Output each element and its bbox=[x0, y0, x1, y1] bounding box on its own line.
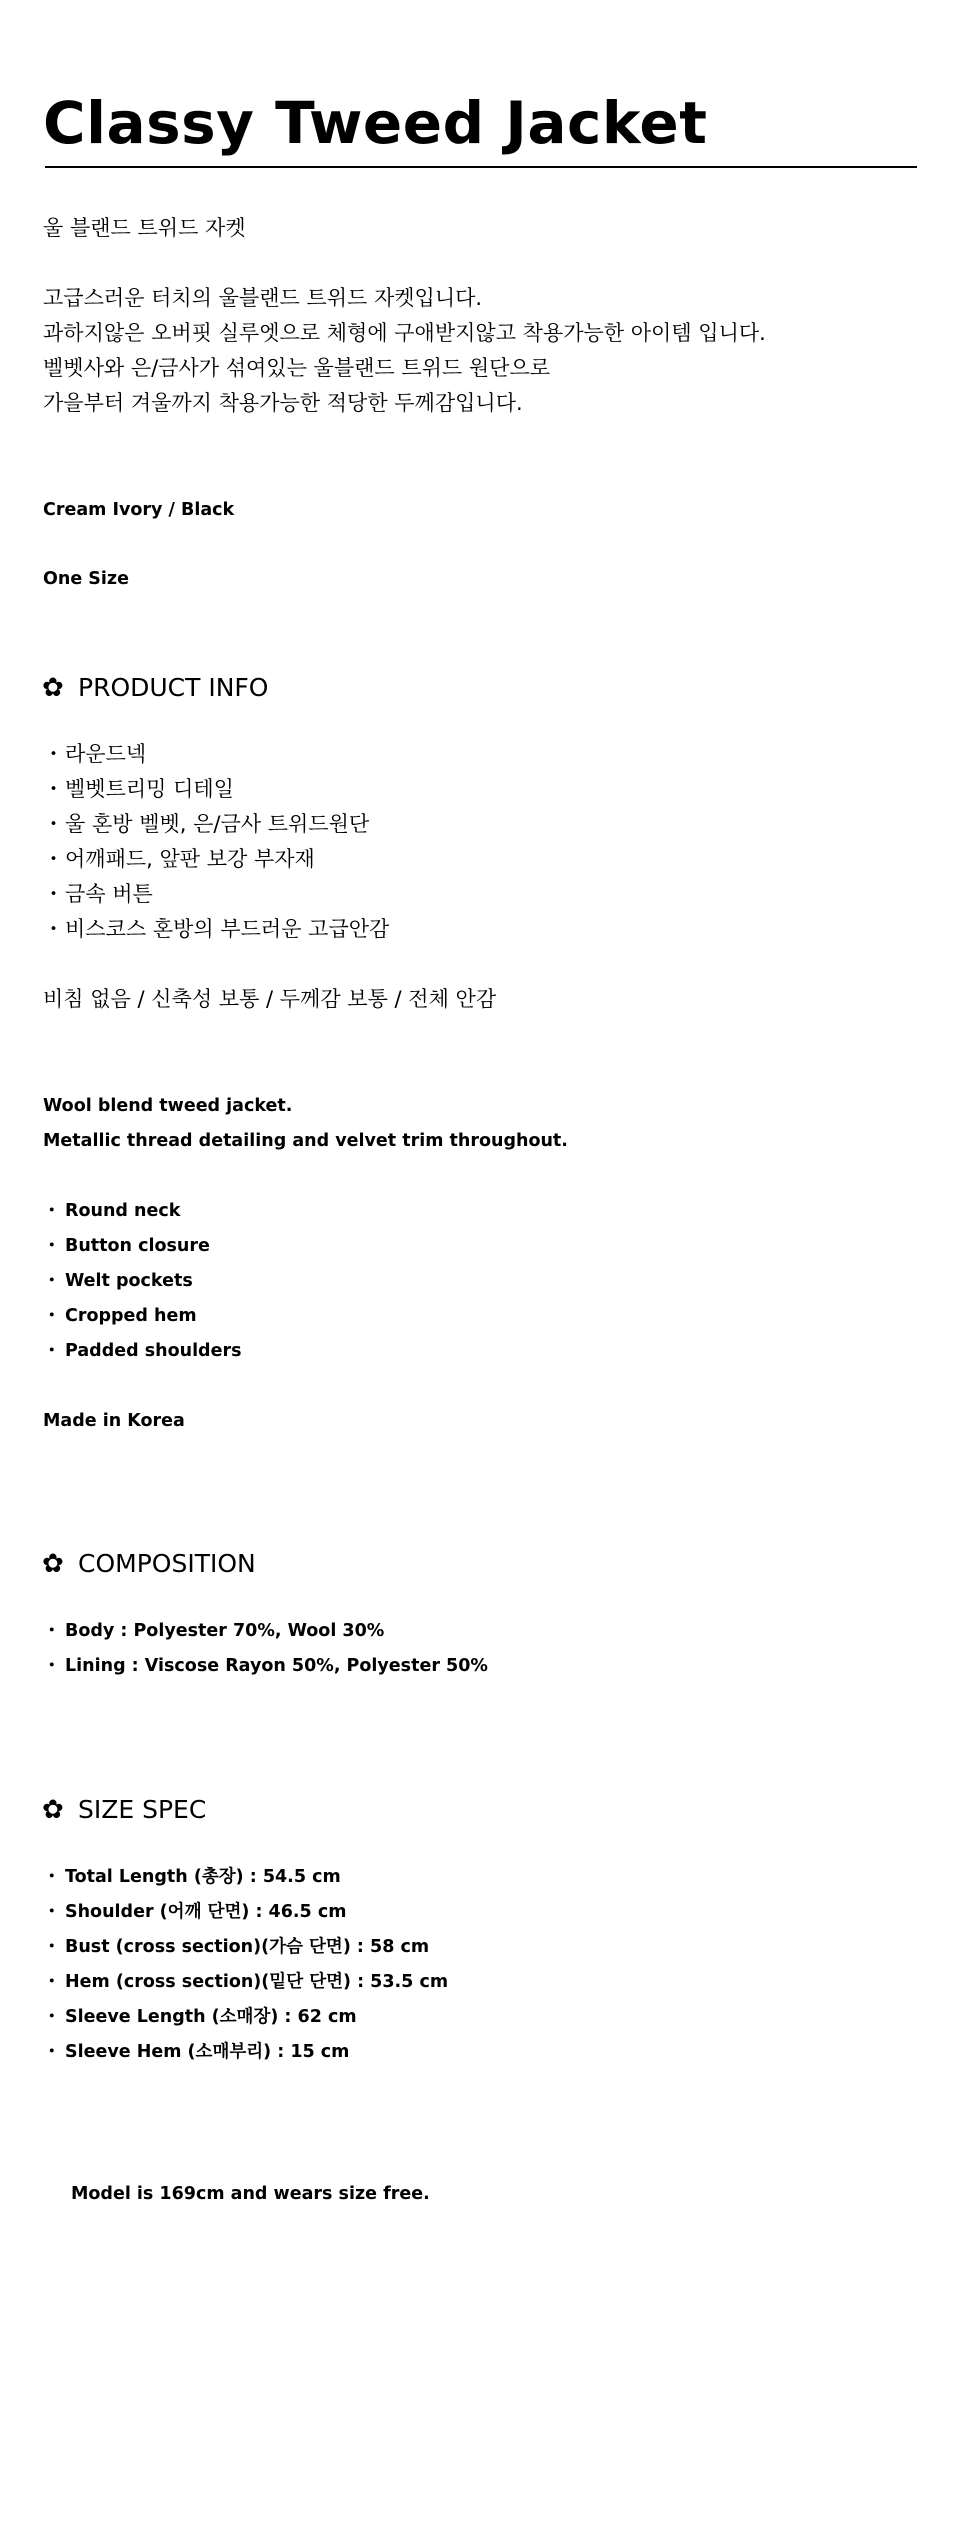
product-info-ko-list bbox=[43, 737, 389, 947]
color-options: Cream Ivory / Black bbox=[43, 500, 235, 520]
features-summary: 비침 없음 / 신축성 보통 / 두께감 보통 / 전체 안감 bbox=[43, 987, 497, 1011]
bullet: ・ bbox=[43, 1271, 61, 1291]
product-info-en-list bbox=[43, 1194, 242, 1369]
bullet: ・ bbox=[43, 742, 64, 766]
flower-icon: ✿ bbox=[42, 1795, 64, 1825]
korean-description bbox=[43, 281, 766, 421]
origin-label: Made in Korea bbox=[43, 1411, 185, 1431]
description-line: 과하지않은 오버핏 실루엣으로 체형에 구애받지않고 착용가능한 아이템 입니다. bbox=[43, 321, 766, 345]
list-item: ・ Sleeve Length (소매장) : 62 cm bbox=[43, 2000, 448, 2035]
bullet: ・ bbox=[43, 917, 64, 941]
title-underline bbox=[45, 166, 917, 168]
bullet: ・ bbox=[43, 847, 64, 871]
list-item: ・비스코스 혼방의 부드러운 고급안감 bbox=[43, 912, 389, 947]
korean-product-name: 울 블랜드 트위드 자켓 bbox=[43, 216, 246, 240]
list-item: ・ Welt pockets bbox=[43, 1264, 242, 1299]
list-item: ・ Body : Polyester 70%, Wool 30% bbox=[43, 1614, 488, 1649]
list-item: ・ Button closure bbox=[43, 1229, 242, 1264]
english-description bbox=[43, 1089, 568, 1159]
product-info-heading bbox=[42, 670, 268, 706]
list-item: ・ Padded shoulders bbox=[43, 1334, 242, 1369]
composition-heading bbox=[42, 1546, 256, 1582]
bullet: ・ bbox=[43, 1341, 61, 1361]
size-spec-heading-label: SIZE SPEC bbox=[78, 1795, 207, 1824]
bullet: ・ bbox=[43, 882, 64, 906]
list-item: ・금속 버튼 bbox=[43, 877, 389, 912]
flower-icon: ✿ bbox=[42, 1549, 64, 1579]
list-item: ・ Bust (cross section)(가슴 단면) : 58 cm bbox=[43, 1930, 448, 1965]
list-item: ・ Cropped hem bbox=[43, 1299, 242, 1334]
description-line: 벨벳사와 은/금사가 섞여있는 울블랜드 트위드 원단으로 bbox=[43, 356, 551, 380]
bullet: ・ bbox=[43, 1902, 61, 1922]
product-info-heading-label: PRODUCT INFO bbox=[78, 673, 269, 702]
composition-list bbox=[43, 1614, 488, 1684]
bullet: ・ bbox=[43, 812, 64, 836]
bullet: ・ bbox=[43, 1867, 61, 1887]
list-item: ・어깨패드, 앞판 보강 부자재 bbox=[43, 842, 389, 877]
bullet: ・ bbox=[43, 2007, 61, 2027]
bullet: ・ bbox=[43, 1972, 61, 1992]
size-option: One Size bbox=[43, 569, 129, 589]
bullet: ・ bbox=[43, 777, 64, 801]
bullet: ・ bbox=[43, 2042, 61, 2062]
description-line: Metallic thread detailing and velvet trim throughout. bbox=[43, 1131, 568, 1151]
size-spec-list bbox=[43, 1860, 448, 2070]
list-item: ・ Sleeve Hem (소매부리) : 15 cm bbox=[43, 2035, 448, 2070]
product-title: Classy Tweed Jacket bbox=[43, 89, 708, 157]
list-item: ・ Total Length (총장) : 54.5 cm bbox=[43, 1860, 448, 1895]
composition-heading-label: COMPOSITION bbox=[78, 1549, 256, 1578]
list-item: ・ Shoulder (어깨 단면) : 46.5 cm bbox=[43, 1895, 448, 1930]
list-item: ・벨벳트리밍 디테일 bbox=[43, 772, 389, 807]
flower-icon: ✿ bbox=[42, 673, 64, 703]
list-item: ・라운드넥 bbox=[43, 737, 389, 772]
description-line: Wool blend tweed jacket. bbox=[43, 1096, 293, 1116]
list-item: ・울 혼방 벨벳, 은/금사 트위드원단 bbox=[43, 807, 389, 842]
bullet: ・ bbox=[43, 1937, 61, 1957]
description-line: 고급스러운 터치의 울블랜드 트위드 자켓입니다. bbox=[43, 286, 483, 310]
bullet: ・ bbox=[43, 1306, 61, 1326]
description-line: 가을부터 겨울까지 착용가능한 적당한 두께감입니다. bbox=[43, 391, 523, 415]
model-note: Model is 169cm and wears size free. bbox=[71, 2184, 430, 2204]
list-item: ・ Lining : Viscose Rayon 50%, Polyester 50% bbox=[43, 1649, 488, 1684]
bullet: ・ bbox=[43, 1236, 61, 1256]
bullet: ・ bbox=[43, 1621, 61, 1641]
bullet: ・ bbox=[43, 1201, 61, 1221]
list-item: ・ Hem (cross section)(밑단 단면) : 53.5 cm bbox=[43, 1965, 448, 2000]
bullet: ・ bbox=[43, 1656, 61, 1676]
size-spec-heading bbox=[42, 1792, 206, 1828]
list-item: ・ Round neck bbox=[43, 1194, 242, 1229]
